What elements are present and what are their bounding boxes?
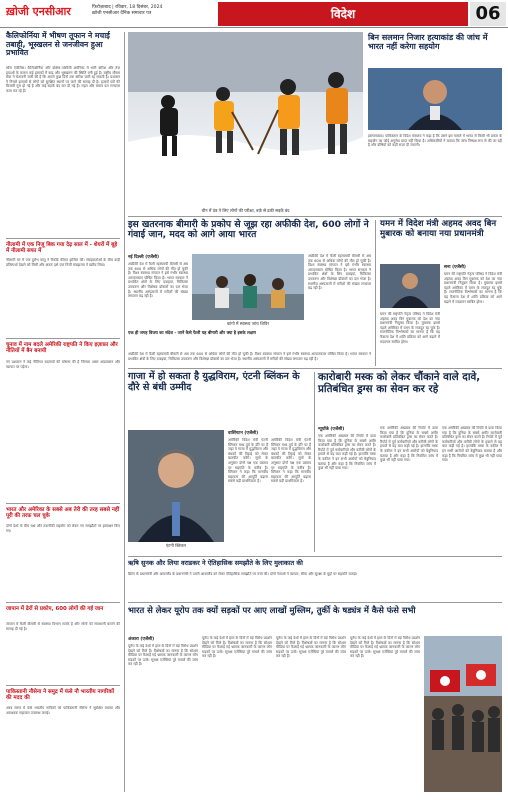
official-photo bbox=[368, 68, 502, 130]
top-right-headline: बिन सलमान निजार हत्याकांड की जांच में भारत नहीं करेगा सहयोग bbox=[368, 33, 488, 51]
health-camp-illustration bbox=[192, 254, 304, 320]
virus-subhead: एक ही जगह विजय का संदेश - जानें कैसे फैली यह बीमारी और क्या है इसके लक्षण bbox=[128, 330, 256, 335]
blinken-portrait-illustration bbox=[128, 430, 224, 542]
blinken-photo bbox=[128, 430, 224, 542]
divider bbox=[128, 602, 502, 603]
divider bbox=[6, 602, 120, 603]
masthead bbox=[0, 0, 508, 28]
left-story-2-headline: चुनाव में नाम बदले अमेरिकी राष्ट्रपति ने किए इज़ाफ़ा और नीतियों में बैन बनायी bbox=[6, 342, 118, 355]
virus-body-bottom: अफ्रीकी देश में फैली रहस्यमयी बीमारी से अब तक 600 से अधिक लोगों की मौत हो चुकी है। विश्व स्वास्थ्य संगठन ने इसे गंभीर स्वास्थ्य आपातकाल घोषित किया है। भारत सरकार ने प्रभावित क्षेत्रों के लिए दवाइयां, चिकित्सा उपकरण और विशेषज्ञ डॉक्टरों का दल भेजा है। स्थानीय अस्पतालों में मरीज़ों की संख्या लगातार बढ़ रही है। bbox=[128, 352, 371, 361]
yemen-byline: सना (एजेंसी) bbox=[444, 265, 466, 270]
sunak-story-headline: ऋषि सुनक और लिया वराडकर ने ऐतिहासिक समझौते के लिए मुलाकात की bbox=[128, 559, 303, 567]
issue-date: फ़िरोज़ाबाद | रविवार, 18 दिसंबर, 2024 bbox=[92, 5, 163, 10]
gaza-body-col1: अमेरिकी विदेश मंत्री एंटनी ब्लिंकन मध्य-पूर्व के दौरे पर हैं जहां वे गाजा में युद्धविराम और बंधकों की रिहाई को लेकर बातचीत करेंगे। सूत्रों के अनुसार दोनों पक्ष एक प्रस्ताव पर सहमति के करीब हैं। ब्लिंकन ने कहा कि मानवीय सहायता की आपूर्ति बढ़ाना सबसे बड़ी प्राथमिकता है। bbox=[228, 438, 268, 484]
left-story-4-headline: जापान में ढेरों से प्रकोप, 600 लोगों की गई जान bbox=[6, 606, 104, 612]
karobari-body-col3: एक अमेरिकी अखबार की रिपोर्ट में दावा किया गया है कि दुनिया के सबसे अमीर कारोबारी प्रतिबंधित ड्रग्स का सेवन करते हैं। रिपोर्ट में पूर्व कर्मचारियों और करीबी लोगों के हवाले से यह बात कही गई है। हालांकि मस्क के वकील ने इन सभी आरोपों को बेबुनियाद बताया है और कहा है कि नियमित जांच में कुछ भी नहीं पाया गया। bbox=[442, 426, 502, 463]
yemen-pm-photo bbox=[380, 264, 440, 308]
column-rule bbox=[124, 32, 125, 792]
snow-scene-illustration bbox=[128, 32, 363, 207]
gaza-byline: वाशिंगटन (एजेंसी) bbox=[228, 431, 259, 436]
virus-body-col3: अफ्रीकी देश में फैली रहस्यमयी बीमारी से अब तक 600 से अधिक लोगों की मौत हो चुकी है। विश्व स्वास्थ्य संगठन ने इसे गंभीर स्वास्थ्य आपातकाल घोषित किया है। भारत सरकार ने प्रभावित क्षेत्रों के लिए दवाइयां, चिकित्सा उपकरण और विशेषज्ञ डॉक्टरों का दल भेजा है। स्थानीय अस्पतालों में मरीज़ों की संख्या लगातार बढ़ रही है। bbox=[308, 254, 371, 291]
column-rule bbox=[314, 372, 315, 552]
virus-photo-caption: कांगो में स्वास्थ्य जांच शिविर bbox=[226, 321, 270, 326]
blinken-photo-caption: एंटनी ब्लिंकन bbox=[165, 543, 187, 548]
bottom-story-body-col3: यूरोप के कई देशों में हाल के दिनों में बड़े विरोध प्रदर्शन देखने को मिले हैं। विशेषज्ञों का मानना है कि सोशल मीडिया पर फैलाई गई भ्रामक जानकारी के कारण लोग सड़कों पर उतरे। सुरक्षा एजेंसियां पूरे मामले की जांच कर रही हैं। bbox=[276, 636, 346, 659]
divider bbox=[128, 216, 502, 217]
left-story-1-body: नीलामी घर में एक दुर्लभ वस्तु ने रिकॉर्ड कीमत हासिल की। संग्रहकर्ताओं के बीच कड़ी प्रतिस्पर्धा देखने को मिली और अंततः इसे एक निजी संग्रहालय ने खरीद लिया। bbox=[6, 258, 120, 267]
bottom-story-headline: भारत से लेकर यूरोप तक क्यों सड़कों पर आए लाखों मुस्लिम, तुर्की के षड्यंत्र में कैसे फंसे सभी bbox=[128, 605, 416, 615]
yemen-pm-portrait-illustration bbox=[380, 264, 440, 308]
top-left-body: लॉस एंजेलिस। कैलिफोर्निया और दक्षिण-पश्चिमी अमेरिका में भारी बारिश और तेज़ हवाओं के कारण कई इलाकों में बाढ़ और भूस्खलन की स्थिति बनी हुई है। राष्ट्रीय मौसम सेवा ने चेतावनी जारी की है कि अगले कुछ दिनों तक बारिश जारी रह सकती है। प्रशासन ने निचले इलाकों से लोगों को सुरक्षित स्थानों पर जाने की सलाह दी है। हज़ारों घरों की बिजली गुल हो गई है और कई सड़कें बंद कर दी गई हैं। राहत और बचाव दल लगातार काम कर रहे हैं। bbox=[6, 66, 120, 93]
left-story-3-headline: भारत और अमेरिका के सबसे अब तेरी की तरह सबसे नहीं पूरी की तरफ़ चल चुके bbox=[6, 507, 120, 520]
bottom-story-body-col2: यूरोप के कई देशों में हाल के दिनों में बड़े विरोध प्रदर्शन देखने को मिले हैं। विशेषज्ञों का मानना है कि सोशल मीडिया पर फैलाई गई भ्रामक जानकारी के कारण लोग सड़कों पर उतरे। सुरक्षा एजेंसियां पूरे मामले की जांच कर रही हैं। bbox=[202, 636, 272, 659]
karobari-byline: न्यूयॉर्क (एजेंसी) bbox=[318, 427, 345, 432]
column-rule bbox=[375, 220, 376, 366]
sunak-story-body: ब्रिटेन के प्रधानमंत्री और आयरलैंड के प्रधानमंत्री ने उत्तरी आयरलैंड को लेकर ऐतिहासिक समझौते पर चर्चा की। दोनों नेताओं ने व्यापार, सीमा और सुरक्षा के मुद्दों पर सहमति जताई। bbox=[128, 572, 358, 576]
virus-story-photo bbox=[192, 254, 304, 320]
snow-workers-photo bbox=[128, 32, 363, 207]
bottom-story-body-col4: यूरोप के कई देशों में हाल के दिनों में बड़े विरोध प्रदर्शन देखने को मिले हैं। विशेषज्ञों का मानना है कि सोशल मीडिया पर फैलाई गई भ्रामक जानकारी के कारण लोग सड़कों पर उतरे। सुरक्षा एजेंसियां पूरे मामले की जांच कर रही हैं। bbox=[350, 636, 420, 659]
karobari-body-col1: एक अमेरिकी अखबार की रिपोर्ट में दावा किया गया है कि दुनिया के सबसे अमीर कारोबारी प्रतिबंधित ड्रग्स का सेवन करते हैं। रिपोर्ट में पूर्व कर्मचारियों और करीबी लोगों के हवाले से यह बात कही गई है। हालांकि मस्क के वकील ने इन सभी आरोपों को बेबुनियाद बताया है और कहा है कि नियमित जांच में कुछ भी नहीं पाया गया। bbox=[318, 434, 376, 471]
left-story-3-body: दोनों देशों के बीच रक्षा और तकनीकी सहयोग को लेकर नए समझौतों पर हस्ताक्षर किए गए। bbox=[6, 524, 120, 533]
page-number: 06 bbox=[470, 2, 506, 26]
karobari-story-headline: कारोबारी मस्क को लेकर चौंकाने वाले दावे, प्रतिबंधित ड्रग्स का सेवन कर रहे bbox=[318, 371, 481, 395]
virus-story-headline: इस खतरनाक बीमारी के प्रकोप से जूझ रहा अफीकी देश, 600 लोगों ने गंवाई जान, मदद को आगे आया भारत bbox=[128, 219, 369, 241]
virus-body-col1: अफ्रीकी देश में फैली रहस्यमयी बीमारी से अब तक 600 से अधिक लोगों की मौत हो चुकी है। विश्व स्वास्थ्य संगठन ने इसे गंभीर स्वास्थ्य आपातकाल घोषित किया है। भारत सरकार ने प्रभावित क्षेत्रों के लिए दवाइयां, चिकित्सा उपकरण और विशेषज्ञ डॉक्टरों का दल भेजा है। स्थानीय अस्पतालों में मरीज़ों की संख्या लगातार बढ़ रही है। bbox=[128, 262, 188, 299]
bottom-story-body-col1: यूरोप के कई देशों में हाल के दिनों में बड़े विरोध प्रदर्शन देखने को मिले हैं। विशेषज्ञों का मानना है कि सोशल मीडिया पर फैलाई गई भ्रामक जानकारी के कारण लोग सड़कों पर उतरे। सुरक्षा एजेंसियां पूरे मामले की जांच कर रही हैं। bbox=[128, 644, 198, 667]
protest-photo bbox=[424, 636, 502, 792]
newspaper-logo: ख़ोजी एनसीआर bbox=[6, 5, 71, 18]
official-portrait-illustration bbox=[368, 68, 502, 130]
left-story-2-body: नए प्रशासन ने कई नीतिगत बदलावों की घोषणा की है जिनका असर आप्रवासन और व्यापार पर पड़ेगा। bbox=[6, 360, 120, 369]
top-left-headline: कैलिफोर्निया में भीषण तूफान ने मचाई तबाही, भूस्खलन से जनजीवन हुआ प्रभावित bbox=[6, 31, 110, 57]
left-story-4-body: जापान में फैली बीमारी से स्वास्थ्य विभाग सतर्क है और लोगों को सावधानी बरतने की सलाह दी गई है। bbox=[6, 622, 120, 631]
tagline: ख़ोजी एनसीआर दैनिक समाचार पत्र bbox=[92, 11, 152, 16]
left-story-5-body: अरब सागर में फंसे भारतीय नाविकों को पाकिस्तानी नौसेना ने सुरक्षित बचाया और आवश्यक सहायता उपलब्ध कराई। bbox=[6, 706, 120, 715]
virus-byline: नई दिल्ली (एजेंसी) bbox=[128, 255, 160, 260]
top-right-body: इस्लामाबाद। पाकिस्तान के विदेश मंत्रालय ने कहा है कि उसने इस मामले में भारत से किसी भी प्रकार के सहयोग का कोई अनुरोध प्राप्त नहीं किया है। अधिकारियों ने बताया कि जांच निष्पक्ष रूप से की जा रही है और दोषियों को कड़ी सज़ा दी जाएगी। bbox=[368, 134, 502, 148]
gaza-story-headline: गाजा में हो सकता है युद्धविराम, एंटनी ब्लिंकन के दौरे से बंधी उम्मीद bbox=[128, 371, 300, 393]
section-title: विदेश bbox=[218, 2, 468, 26]
divider bbox=[6, 238, 120, 239]
snow-photo-caption: चीन में ठंड ने लिए लोगों की परीक्षा, बर्फ़ से ढकी सड़कें बंद bbox=[201, 208, 290, 213]
left-story-1-headline: नीलामी में एक निजू बिक गया देढ़ साल में - शेयरों में बूड़े में नीलामी सफा में bbox=[6, 242, 118, 255]
yemen-body-col1: यमन की राष्ट्रपति नेतृत्व परिषद ने विदेश मंत्री अहमद अवद बिन मुबारक को देश का नया प्रधानमंत्री नियुक्त किया है। मुबारक इससे पहले अमेरिका में यमन के राजदूत रह चुके हैं। राजनीतिक विश्लेषकों का मानना है कि यह फैसला देश में शांति प्रक्रिया को आगे बढ़ाने में मददगार साबित होगा। bbox=[380, 312, 440, 344]
left-story-5-headline: पाकिस्तानी नौसेना ने समुद्र में फंसे नौ भारतीय नागरिकों की मदद की bbox=[6, 689, 115, 702]
divider bbox=[6, 685, 120, 686]
divider bbox=[6, 503, 120, 504]
gaza-body-col2: अमेरिकी विदेश मंत्री एंटनी ब्लिंकन मध्य-पूर्व के दौरे पर हैं जहां वे गाजा में युद्धविराम और बंधकों की रिहाई को लेकर बातचीत करेंगे। सूत्रों के अनुसार दोनों पक्ष एक प्रस्ताव पर सहमति के करीब हैं। ब्लिंकन ने कहा कि मानवीय सहायता की आपूर्ति बढ़ाना सबसे बड़ी प्राथमिकता है। bbox=[271, 438, 311, 484]
yemen-story-headline: यमन में विदेश मंत्री अहमद अवद बिन मुबारक को बनाया नया प्रधानमंत्री bbox=[380, 219, 497, 239]
yemen-body-col2: यमन की राष्ट्रपति नेतृत्व परिषद ने विदेश मंत्री अहमद अवद बिन मुबारक को देश का नया प्रधानमंत्री नियुक्त किया है। मुबारक इससे पहले अमेरिका में यमन के राजदूत रह चुके हैं। राजनीतिक विश्लेषकों का मानना है कि यह फैसला देश में शांति प्रक्रिया को आगे बढ़ाने में मददगार साबित होगा। bbox=[444, 272, 502, 304]
divider bbox=[6, 338, 120, 339]
protest-crowd-illustration bbox=[424, 636, 502, 792]
divider bbox=[128, 556, 502, 557]
divider bbox=[128, 368, 502, 369]
karobari-body-col2: एक अमेरिकी अखबार की रिपोर्ट में दावा किया गया है कि दुनिया के सबसे अमीर कारोबारी प्रतिबंधित ड्रग्स का सेवन करते हैं। रिपोर्ट में पूर्व कर्मचारियों और करीबी लोगों के हवाले से यह बात कही गई है। हालांकि मस्क के वकील ने इन सभी आरोपों को बेबुनियाद बताया है और कहा है कि नियमित जांच में कुछ भी नहीं पाया गया। bbox=[380, 426, 438, 463]
bottom-story-byline: अंकारा (एजेंसी) bbox=[128, 637, 155, 642]
